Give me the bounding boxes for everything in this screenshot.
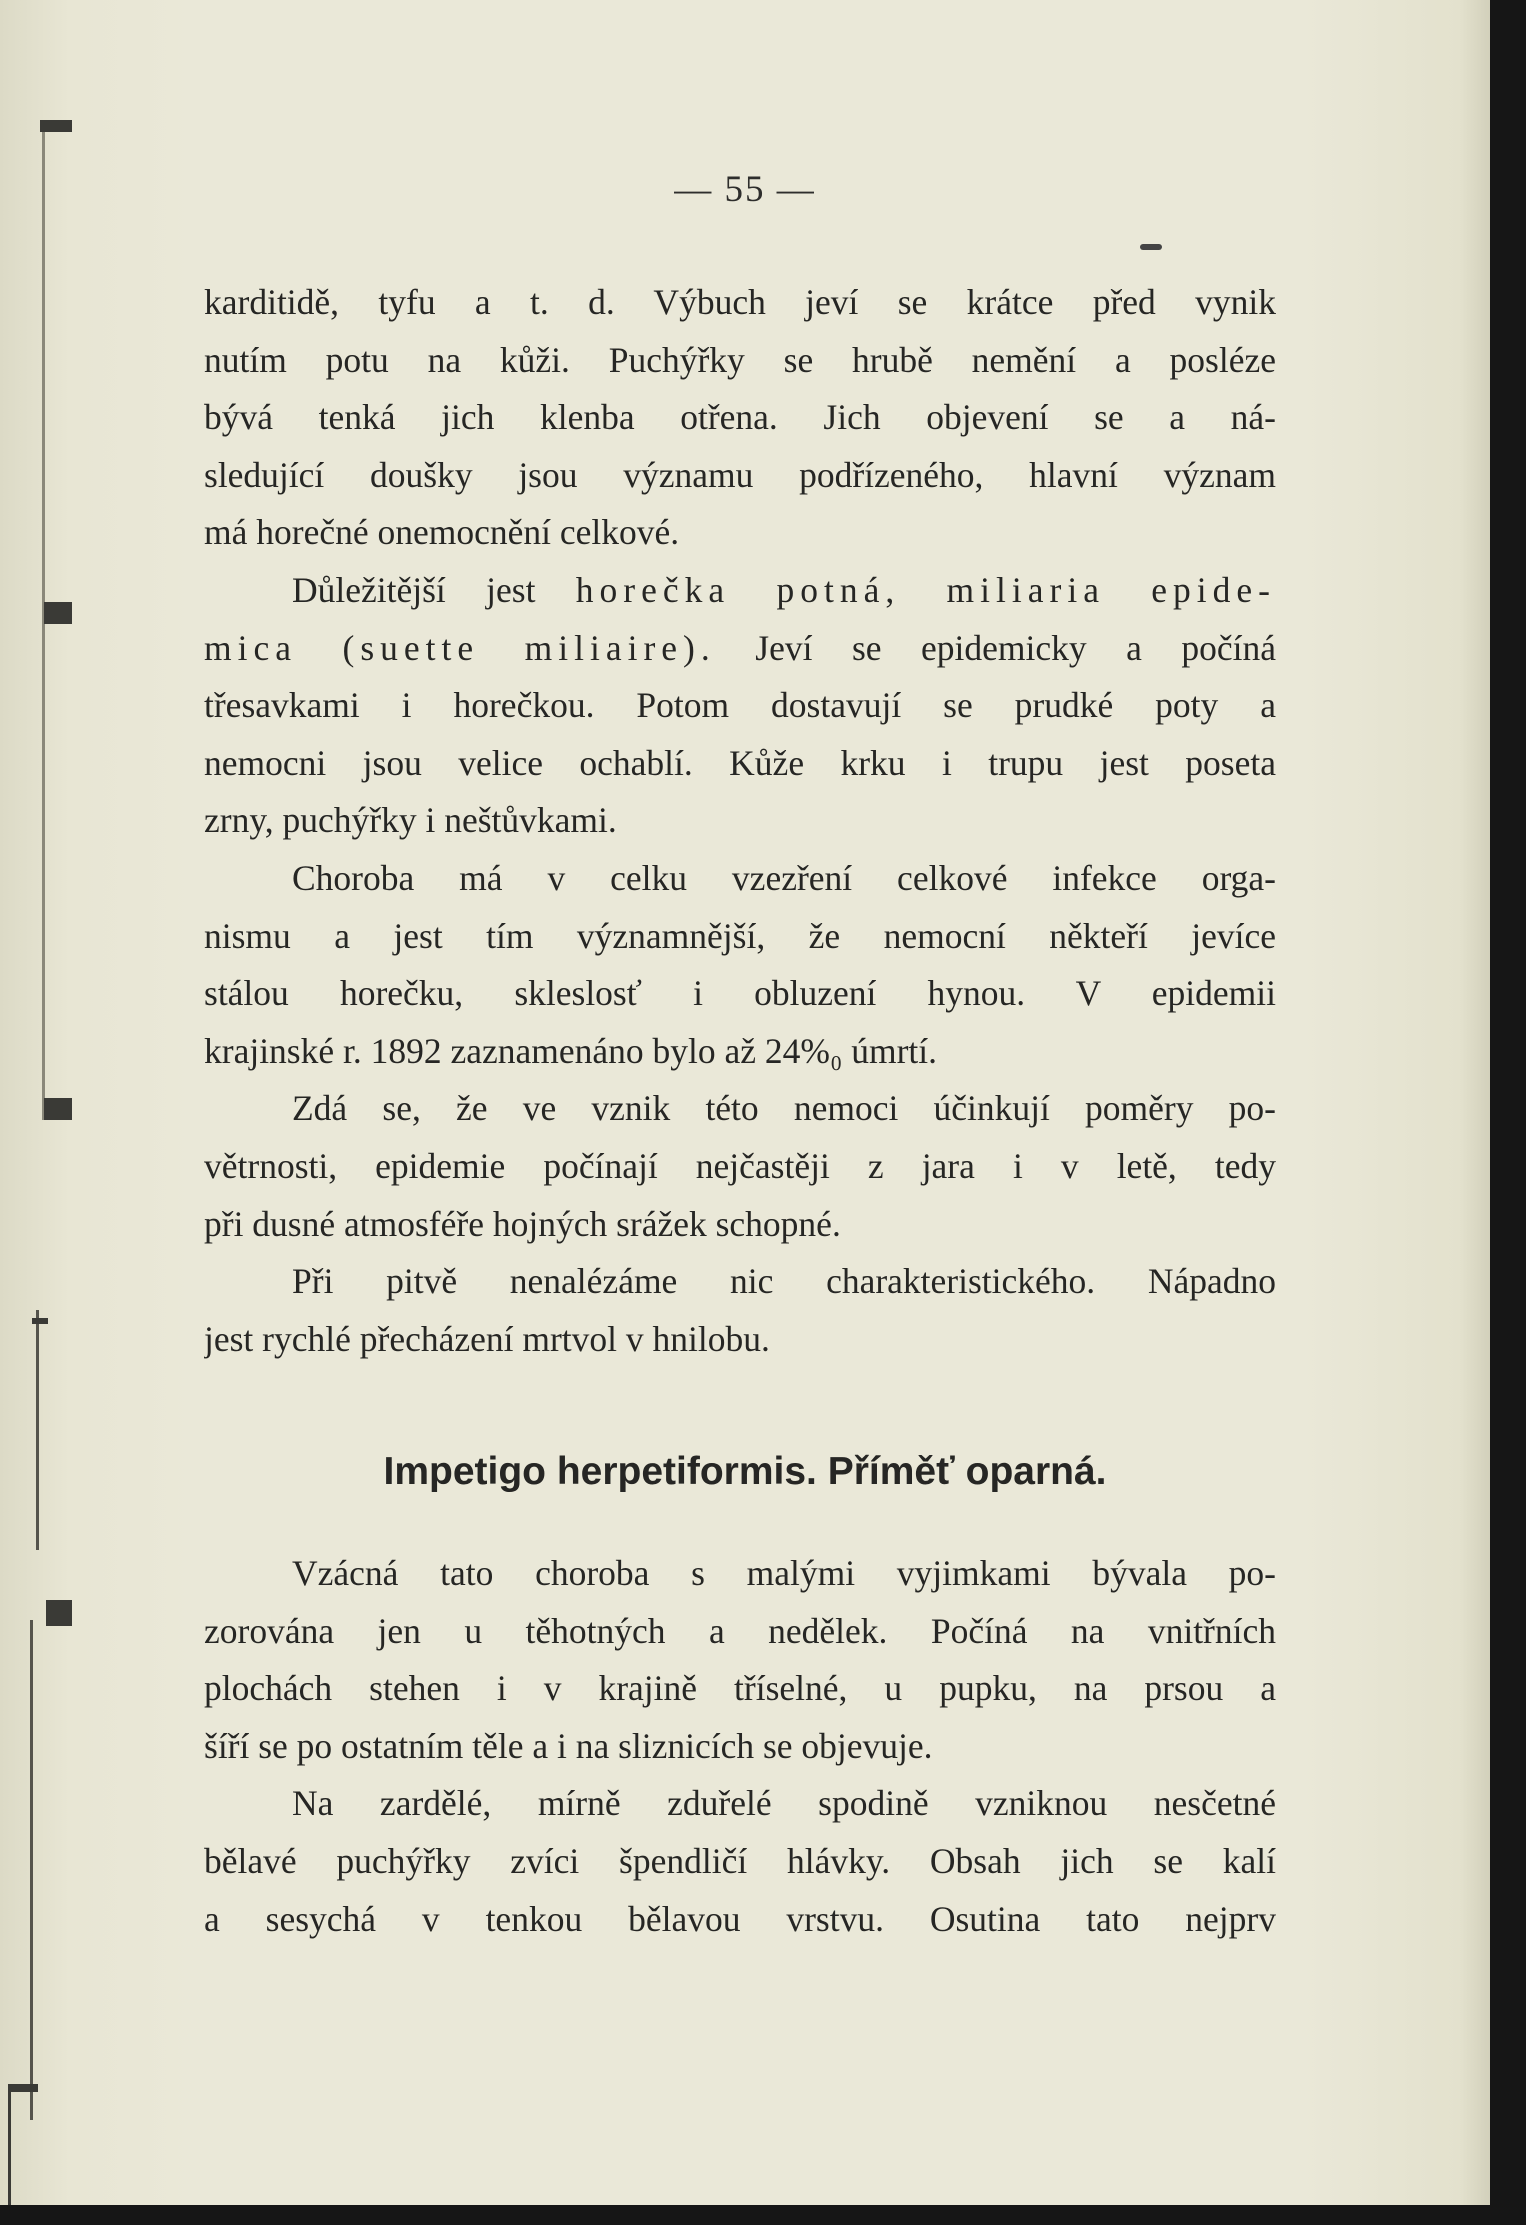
text-line: sledující doušky jsou významu podřízeného, hlavní význam [204,454,1276,495]
binding-mark [32,1318,48,1324]
binding-mark [8,2084,38,2092]
binding-mark [36,1310,39,1550]
text-line: šíří se po ostatním těle a i na sliznicích se objevuje. [204,1725,933,1766]
text-line: zorována jen u těhotných a nedělek. Počíná na vnitřních [204,1610,1276,1651]
text-line: Vzácná tato choroba s malými vyjimkami bývala po- [292,1553,1276,1593]
text-line: bývá tenká jich klenba otřena. Jich objevení se a ná- [204,397,1276,438]
binding-mark [30,1620,33,2120]
binding-mark [44,602,72,624]
text-line: plochách stehen i v krajině tříselné, u pupku, na prsou a [204,1668,1276,1709]
text-line: nismu a jest tím významnější, že nemocní někteří jevíce [204,915,1276,956]
text-line: při dusné atmosféře hojných srážek schopné. [204,1203,841,1244]
text-line: třesavkami i horečkou. Potom dostavují se prudké poty a [204,685,1276,726]
text-line: nemocni jsou velice ochablí. Kůže krku i trupu jest poseta [204,742,1276,783]
text-line: a sesychá v tenkou bělavou vrstvu. Osutina tato nejprv [204,1898,1276,1939]
spaced-term: horečka potná, miliaria epide- [575,569,1276,610]
binding-mark [40,120,72,132]
binding-mark [46,1600,72,1626]
text-line: krajinské r. 1892 zaznamenáno bylo až 24%₀ úmrtí. [204,1030,938,1071]
binding-mark [8,2084,11,2205]
text-fragment: Jeví se epidemicky a počíná [755,627,1276,668]
text-line: karditidě, tyfu a t. d. Výbuch jeví se krátce před vynik [204,282,1276,322]
binding-edge [0,0,60,2205]
page-number: — 55 — [674,169,816,210]
body-text-upper [204,274,1276,1368]
ink-speck [1140,244,1162,250]
text-line: větrnosti, epidemie počínají nejčastěji z jara i v letě, tedy [204,1145,1276,1186]
text-line: stálou horečku, skleslosť i obluzení hynou. V epidemii [204,973,1276,1014]
text-line: Při pitvě nenalézáme nic charakteristického. Nápadno [292,1261,1276,1302]
text-line: jest rychlé přecházení mrtvol v hnilobu. [204,1318,770,1359]
text-line: bělavé puchýřky zvíci špendličí hlávky. Obsah jich se kalí [204,1840,1276,1881]
section-heading: Impetigo herpetiformis. Příměť oparná. [383,1450,1107,1493]
text-line-miliaria-2 [204,620,1276,678]
binding-mark [44,1098,72,1120]
text-line: zrny, puchýřky i neštůvkami. [204,800,617,841]
text-fragment: Důležitější jest [292,569,536,610]
text-line: Choroba má v celku vzezření celkové infekce orga- [292,857,1276,898]
text-line: Na zardělé, mírně zduřelé spodině vzniknou nesčetné [292,1783,1276,1824]
text-line: má horečné onemocnění celkové. [204,512,680,553]
text-line-miliaria-1 [204,562,1276,620]
body-text-lower [204,1545,1276,1948]
text-line: nutím potu na kůži. Puchýřky se hrubě nemění a posléze [204,339,1276,380]
spaced-term: mica (suette miliaire). [204,627,716,668]
text-line: Zdá se, že ve vznik této nemoci účinkují poměry po- [292,1088,1276,1129]
